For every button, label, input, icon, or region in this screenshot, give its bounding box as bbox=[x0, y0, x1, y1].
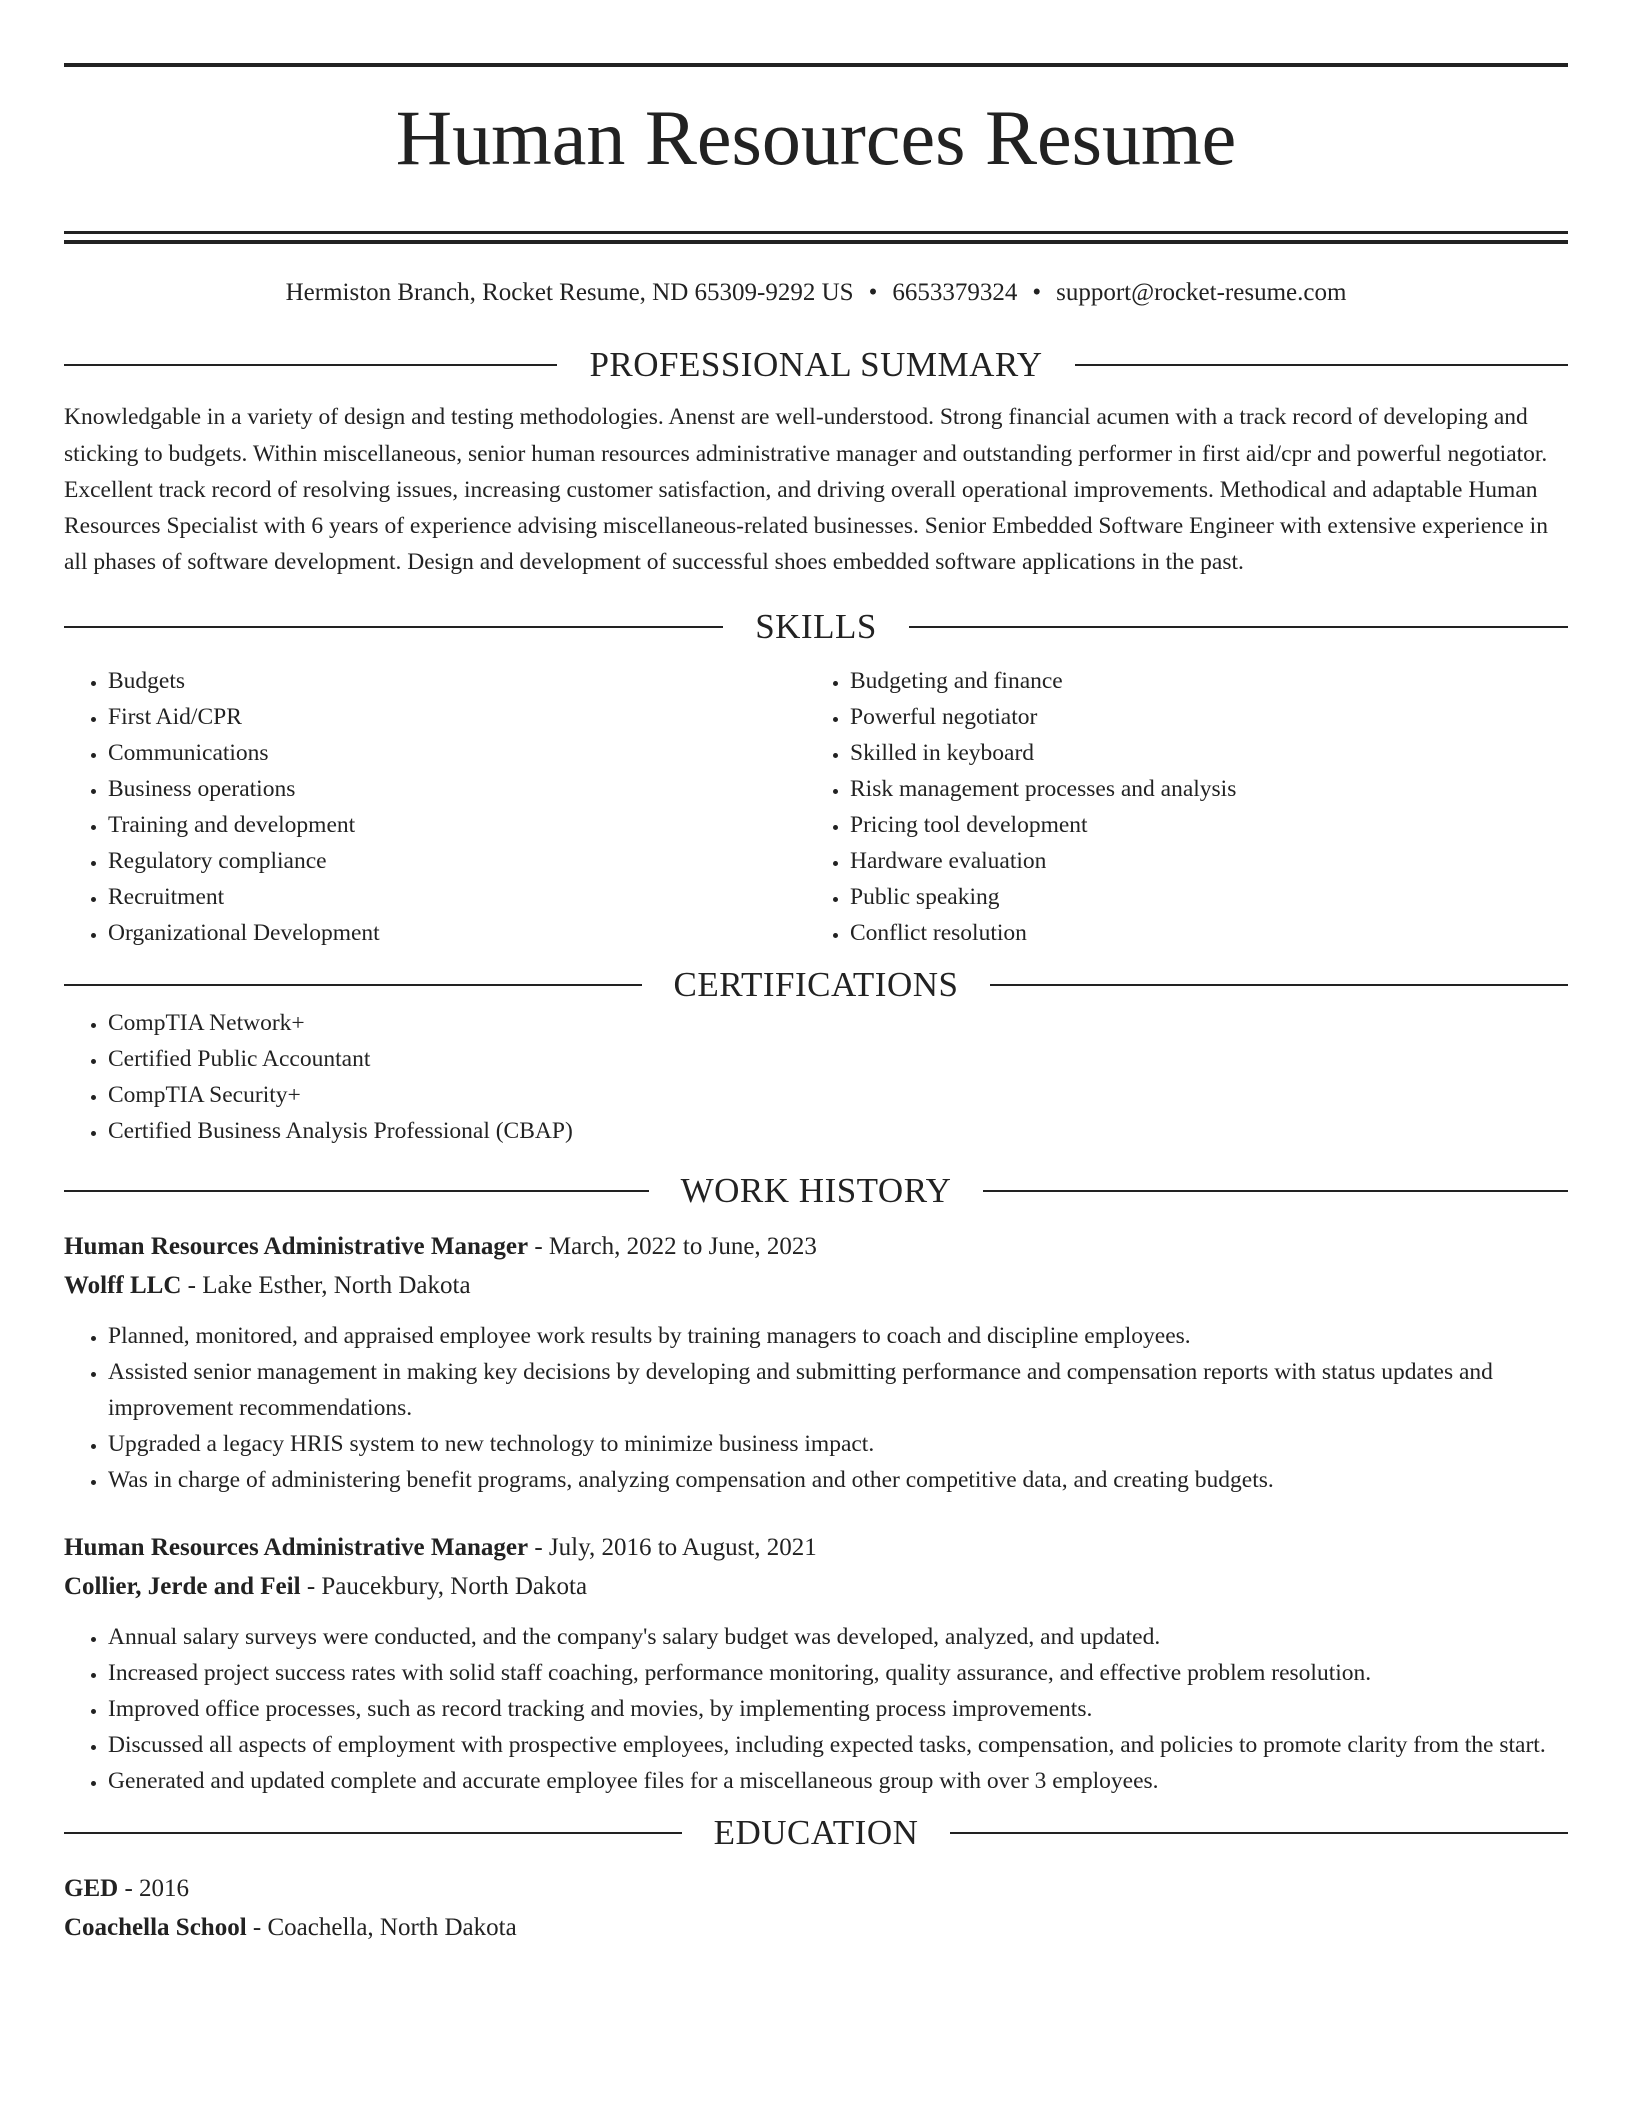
contact-separator: • bbox=[868, 279, 878, 307]
section-heading-work-history bbox=[64, 1171, 1568, 1211]
skill-item: • Budgeting and finance bbox=[850, 663, 1548, 699]
job-bullet: • Planned, monitored, and appraised employee work results by training managers to coach and discipline employees. bbox=[108, 1318, 1568, 1354]
contact-phone: 6653379324 bbox=[892, 279, 1018, 307]
job-dates: - March, 2022 to June, 2023 bbox=[528, 1232, 817, 1260]
certification-item: • CompTIA Security+ bbox=[108, 1077, 1568, 1113]
contact-separator: • bbox=[1032, 279, 1042, 307]
heading-rule bbox=[64, 1190, 649, 1192]
job-bullets bbox=[64, 1619, 1568, 1799]
job-entry bbox=[64, 1227, 1568, 1498]
skills-column-right bbox=[806, 663, 1548, 951]
job-company: Wolff LLC bbox=[64, 1271, 182, 1299]
section-title: PROFESSIONAL SUMMARY bbox=[589, 345, 1043, 385]
skills-column-left bbox=[64, 663, 806, 951]
job-dates: - July, 2016 to August, 2021 bbox=[528, 1533, 817, 1561]
job-bullet: • Upgraded a legacy HRIS system to new technology to minimize business impact. bbox=[108, 1426, 1568, 1462]
job-location: - Lake Esther, North Dakota bbox=[181, 1271, 471, 1299]
skills-list bbox=[64, 663, 1568, 951]
job-title-line bbox=[64, 1528, 1568, 1567]
skill-item: • Training and development bbox=[108, 807, 806, 843]
section-title: SKILLS bbox=[755, 606, 877, 646]
skill-item: • Skilled in keyboard bbox=[850, 735, 1548, 771]
certifications-list bbox=[64, 1005, 1568, 1149]
section-title: CERTIFICATIONS bbox=[673, 964, 959, 1004]
certification-item: • Certified Public Accountant bbox=[108, 1041, 1568, 1077]
job-bullet: • Generated and updated complete and accurate employee files for a miscellaneous group with over 3 employees. bbox=[108, 1763, 1568, 1799]
education-school: Coachella School bbox=[64, 1913, 247, 1941]
heading-rule bbox=[64, 1832, 682, 1834]
job-company-line bbox=[64, 1266, 1568, 1305]
skill-item: • Communications bbox=[108, 735, 806, 771]
skill-item: • Powerful negotiator bbox=[850, 699, 1548, 735]
contact-address: Hermiston Branch, Rocket Resume, ND 65309-9292 US bbox=[285, 279, 854, 307]
job-title: Human Resources Administrative Manager bbox=[64, 1232, 529, 1260]
title-double-rule bbox=[64, 231, 1568, 244]
job-location: - Paucekbury, North Dakota bbox=[300, 1572, 588, 1600]
education-degree-line bbox=[64, 1869, 1568, 1908]
summary-text: Knowledgable in a variety of design and testing methodologies. Anenst are well-understood. Strong financial acumen with a track record of developing and sticking to budgets. Within miscellaneous, senior human resources administrative manager and outstanding performer in first aid/cpr and powerful negotiator. Excellent track record of resolving issues, increasing customer satisfaction, and driving overall operational improvements. Methodical and adaptable Human Resources Specialist with 6 years of experience advising miscellaneous-related businesses. Senior Embedded Software Engineer with extensive experience in all phases of software development. Design and development of successful shoes embedded software applications in the past. bbox=[64, 404, 1548, 576]
job-bullet: • Increased project success rates with solid staff coaching, performance monitoring, quality assurance, and effective problem resolution. bbox=[108, 1655, 1568, 1691]
heading-rule bbox=[990, 984, 1568, 986]
heading-rule bbox=[1075, 364, 1568, 366]
section-heading-summary bbox=[64, 345, 1568, 385]
job-bullet: • Was in charge of administering benefit programs, analyzing compensation and other competitive data, and creating budgets. bbox=[108, 1462, 1568, 1498]
job-bullet: • Annual salary surveys were conducted, and the company's salary budget was developed, analyzed, and updated. bbox=[108, 1619, 1568, 1655]
skill-item: • Risk management processes and analysis bbox=[850, 771, 1548, 807]
skill-item: • Organizational Development bbox=[108, 915, 806, 951]
heading-rule bbox=[64, 984, 642, 986]
contact-email: support@rocket-resume.com bbox=[1056, 279, 1347, 307]
top-rule bbox=[64, 63, 1568, 67]
job-bullet: • Assisted senior management in making key decisions by developing and submitting performance and compensation reports with status updates and improvement recommendations. bbox=[108, 1354, 1568, 1426]
job-bullets bbox=[64, 1318, 1568, 1498]
job-company-line bbox=[64, 1567, 1568, 1606]
skill-item: • Budgets bbox=[108, 663, 806, 699]
job-bullet: • Improved office processes, such as record tracking and movies, by implementing process improvements. bbox=[108, 1691, 1568, 1727]
education-degree: GED bbox=[64, 1874, 119, 1902]
skill-item: • Business operations bbox=[108, 771, 806, 807]
resume-page bbox=[64, 0, 1568, 1947]
certification-item: • CompTIA Network+ bbox=[108, 1005, 1568, 1041]
job-bullet: • Discussed all aspects of employment with prospective employees, including expected tasks, compensation, and policies to promote clarity from the start. bbox=[108, 1727, 1568, 1763]
heading-rule bbox=[909, 626, 1568, 628]
skill-item: • Pricing tool development bbox=[850, 807, 1548, 843]
section-heading-education bbox=[64, 1813, 1568, 1853]
heading-rule bbox=[64, 626, 723, 628]
section-title: WORK HISTORY bbox=[680, 1170, 952, 1210]
job-entry bbox=[64, 1528, 1568, 1799]
skill-item: • Public speaking bbox=[850, 879, 1548, 915]
education-location: - Coachella, North Dakota bbox=[246, 1913, 517, 1941]
resume-title: Human Resources Resume bbox=[395, 94, 1237, 181]
education-year: - 2016 bbox=[118, 1874, 190, 1902]
skill-item: • First Aid/CPR bbox=[108, 699, 806, 735]
education-school-line bbox=[64, 1908, 1568, 1947]
contact-line bbox=[64, 277, 1568, 309]
skill-item: • Recruitment bbox=[108, 879, 806, 915]
certification-item: • Certified Business Analysis Professional (CBAP) bbox=[108, 1113, 1568, 1149]
section-heading-skills bbox=[64, 607, 1568, 647]
job-title: Human Resources Administrative Manager bbox=[64, 1533, 529, 1561]
education-entry bbox=[64, 1869, 1568, 1947]
job-title-line bbox=[64, 1227, 1568, 1266]
section-heading-certifications bbox=[64, 965, 1568, 1005]
skill-item: • Conflict resolution bbox=[850, 915, 1548, 951]
skill-item: • Hardware evaluation bbox=[850, 843, 1548, 879]
skill-item: • Regulatory compliance bbox=[108, 843, 806, 879]
heading-rule bbox=[950, 1832, 1568, 1834]
section-title: EDUCATION bbox=[713, 1812, 919, 1852]
job-company: Collier, Jerde and Feil bbox=[64, 1572, 301, 1600]
heading-rule bbox=[64, 364, 557, 366]
heading-rule bbox=[983, 1190, 1568, 1192]
